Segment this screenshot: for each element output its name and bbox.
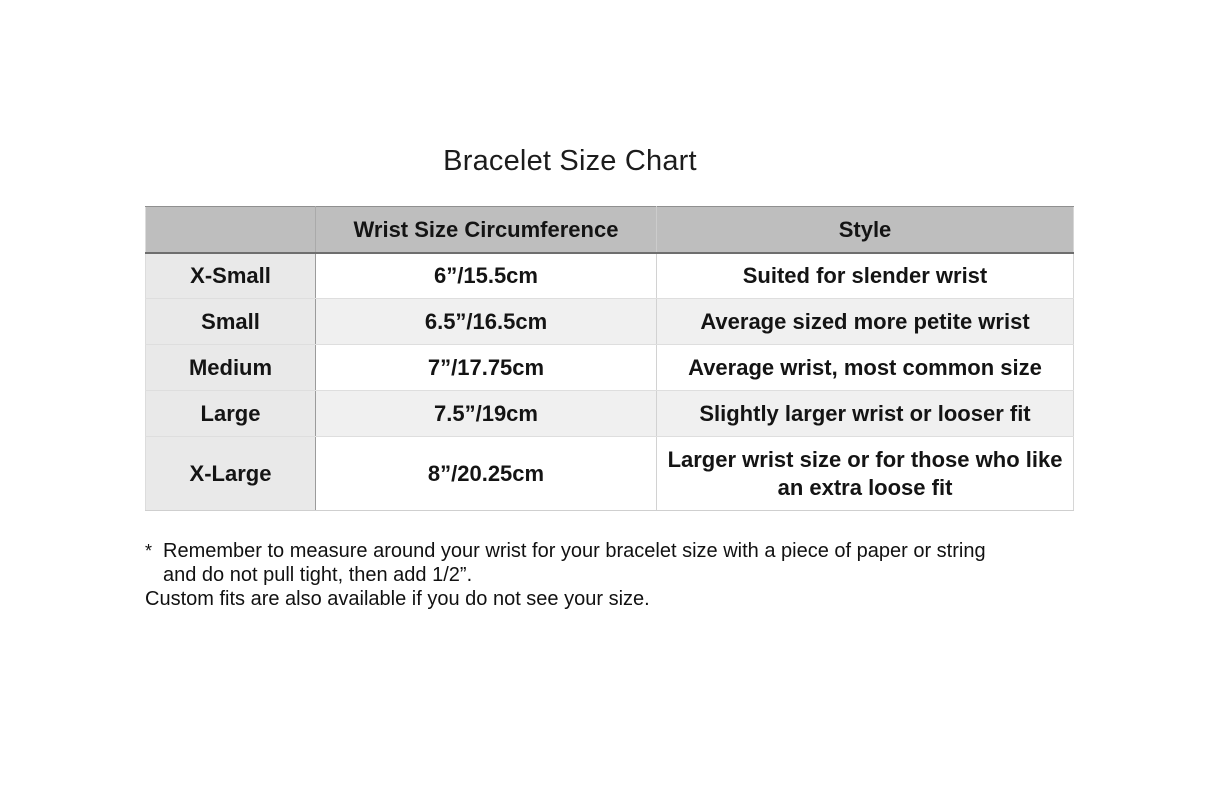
header-cell-circumference: Wrist Size Circumference (316, 207, 657, 253)
table-row (146, 253, 1074, 299)
footnote-line-3: Custom fits are also available if you do not see your size. (145, 588, 650, 610)
size-cell: Large (146, 391, 316, 437)
footnote-asterisk: * (145, 541, 153, 561)
footnote-line-2: and do not pull tight, then add 1/2”. (163, 564, 473, 586)
size-chart-table (145, 206, 1074, 511)
style-cell: Average wrist, most common size (657, 345, 1074, 391)
circumference-cell: 6”/15.5cm (316, 253, 657, 299)
size-cell: Medium (146, 345, 316, 391)
circumference-cell: 6.5”/16.5cm (316, 299, 657, 345)
circumference-cell: 8”/20.25cm (316, 437, 657, 511)
header-cell-style: Style (657, 207, 1074, 253)
table-row (146, 345, 1074, 391)
table-row (146, 299, 1074, 345)
style-cell: Larger wrist size or for those who like an extra loose fit (657, 437, 1074, 511)
circumference-cell: 7”/17.75cm (316, 345, 657, 391)
page-title: Bracelet Size Chart (443, 145, 697, 177)
size-cell: X-Small (146, 253, 316, 299)
footnote (145, 539, 1085, 611)
style-cell: Average sized more petite wrist (657, 299, 1074, 345)
footnote-line-1 (145, 539, 1085, 563)
table-row (146, 437, 1074, 511)
style-cell: Suited for slender wrist (657, 253, 1074, 299)
size-cell: Small (146, 299, 316, 345)
table-row (146, 391, 1074, 437)
header-cell-size (146, 207, 316, 253)
circumference-cell: 7.5”/19cm (316, 391, 657, 437)
table-header-row (146, 207, 1074, 253)
footnote-text-measure: Remember to measure around your wrist for your bracelet size with a piece of paper or string (163, 540, 986, 562)
size-cell: X-Large (146, 437, 316, 511)
style-cell: Slightly larger wrist or looser fit (657, 391, 1074, 437)
